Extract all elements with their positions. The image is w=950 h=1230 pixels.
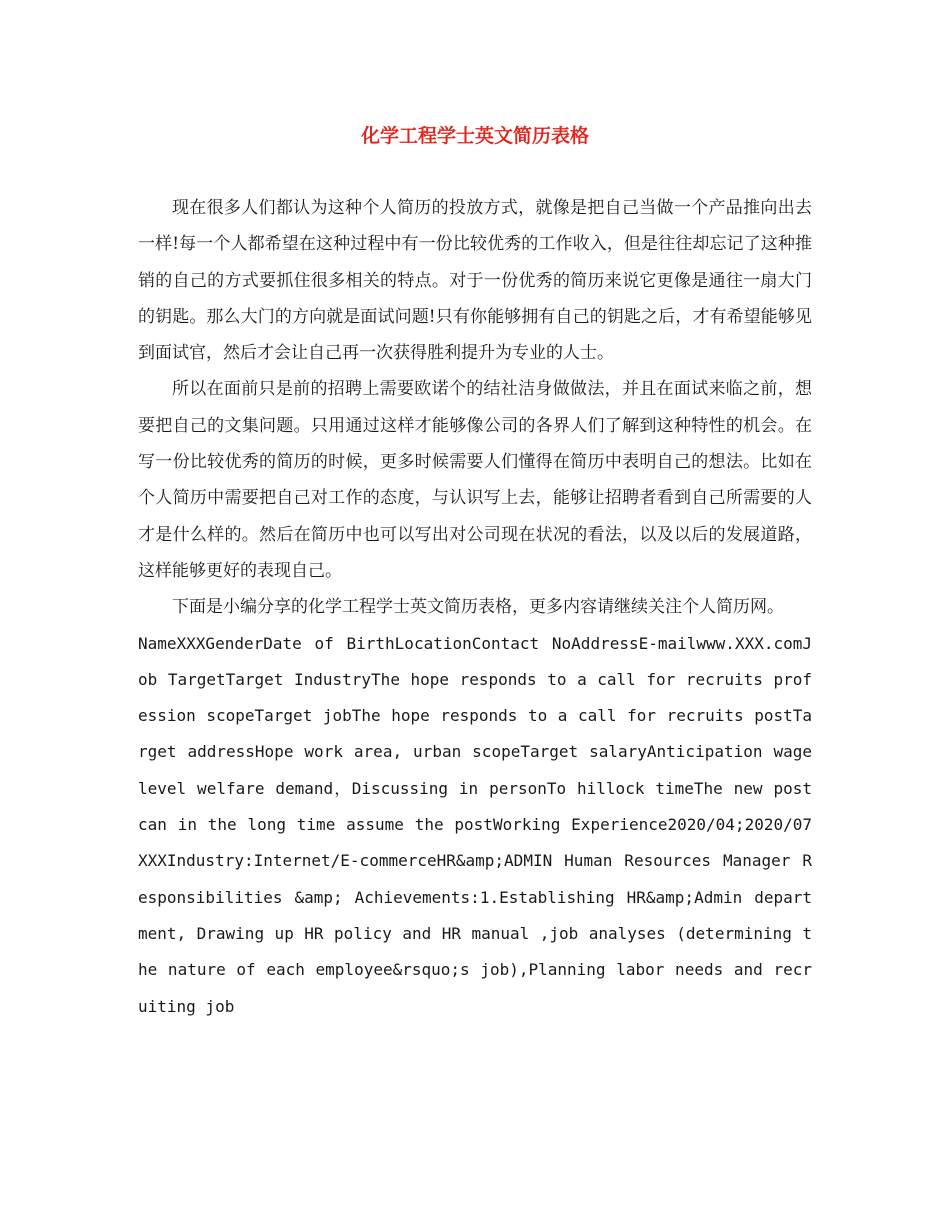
document-body (138, 190, 812, 1025)
paragraph-share: 下面是小编分享的化学工程学士英文简历表格，更多内容请继续关注个人简历网。 (172, 597, 784, 618)
paragraph-intro: 现在很多人们都认为这种个人简历的投放方式，就像是把自己当做一个产品推向出去一样!每一个人都希望在这种过程中有一份比较优秀的工作收入，但是往往却忘记了这种推销的自己的方式要抓住很多相关的特点。对于一份优秀的简历来说它更像是通往一扇大门的钥匙。那么大门的方向就是面试问题!只有你能够拥有自己的钥匙之后，才有希望能够见到面试官，然后才会让自己再一次获得胜利提升为专业的人士。 (138, 198, 812, 364)
english-resume-text: NameXXXGenderDate of BirthLocationContact NoAddressE-mailwww.XXX.comJob TargetTarget IndustryThe hope responds to a call for recruits profession scopeTarget jobThe hope responds to a call for recruits postTarget addressHope work area, urban scopeTarget salaryAnticipation wage level welfare demand，Discussing in personTo hillock timeThe new post can in the long time assume the postWorking Experience2020/04;2020/07XXXIndustry:Internet/E-commerceHR&amp;ADMIN Human Resources Manager Responsibilities &amp; Achievements:1.Establishing HR&amp;Admin department, Drawing up HR policy and HR manual ,job analyses (determining the nature of each employee&rsquo;s job),Planning labor needs and recruiting job (138, 633, 812, 1016)
document-title: 化学工程学士英文简历表格 (360, 125, 589, 147)
paragraph-advice: 所以在面前只是前的招聘上需要欧诺个的结社洁身做做法，并且在面试来临之前，想要把自己的文集问题。只用通过这样才能够像公司的各界人们了解到这种特性的机会。在写一份比较优秀的简历的时候，更多时候需要人们懂得在简历中表明自己的想法。比如在个人简历中需要把自己对工作的态度，与认识写上去，能够让招聘者看到自己所需要的人才是什么样的。然后在简历中也可以写出对公司现在状况的看法，以及以后的发展道路，这样能够更好的表现自己。 (138, 379, 812, 581)
